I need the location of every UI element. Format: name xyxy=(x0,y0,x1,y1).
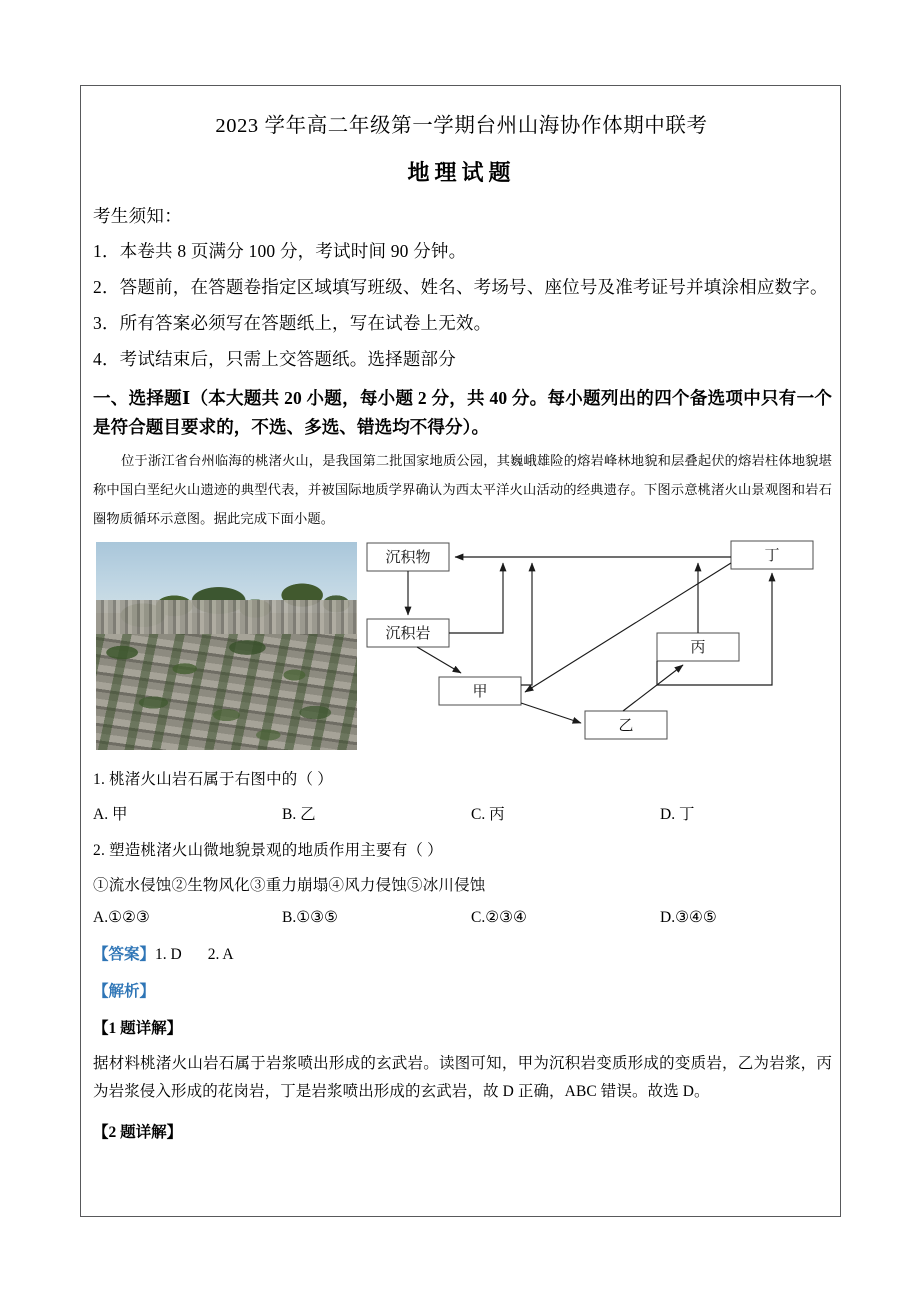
arrow-jia-up xyxy=(521,563,532,685)
question-2-option-c[interactable]: C.②③④ xyxy=(471,909,527,927)
question-1-option-d[interactable]: D. 丁 xyxy=(660,806,695,824)
question-1-stem: 1. 桃渚火山岩石属于右图中的（ ） xyxy=(93,771,333,789)
rock-cycle-diagram xyxy=(357,537,837,753)
arrow-to-ding xyxy=(657,573,772,685)
node-label-jia: 甲 xyxy=(472,684,488,701)
page-subtitle: 地理试题 xyxy=(407,160,516,185)
figure-group xyxy=(91,537,832,753)
answer-tag: 【答案】 xyxy=(93,946,156,964)
question-2-options xyxy=(93,908,832,927)
arrow-jia-to-yi xyxy=(521,703,581,723)
node-label-yi: 乙 xyxy=(618,718,634,735)
arrow-chenjiyan-to-jia xyxy=(417,647,461,673)
node-label-chenjiwu: 沉积物 xyxy=(385,550,431,567)
notice-item-1: 1．本卷共 8 页满分 100 分，考试时间 90 分钟。 xyxy=(93,241,467,261)
detail-2-heading: 【2 题详解】 xyxy=(93,1124,183,1142)
node-label-bing: 丙 xyxy=(690,640,706,657)
page-content xyxy=(81,86,840,1216)
analysis-tag: 【解析】 xyxy=(93,983,156,1001)
question-1-options xyxy=(93,802,832,824)
photo-vegetation xyxy=(96,625,357,750)
question-2-option-d[interactable]: D.③④⑤ xyxy=(660,909,717,927)
section-heading: 一、选择题Ⅰ（本大题共 20 小题，每小题 2 分，共 40 分。每小题列出的四个备选项中只有一个是符合题目要求的，不选、多选、错选均不得分）。 xyxy=(93,388,832,437)
answer-line xyxy=(93,942,832,964)
question-1-option-b[interactable]: B. 乙 xyxy=(282,806,316,824)
notice-item-4: 4．考试结束后，只需上交答题纸。选择题部分 xyxy=(93,348,456,369)
passage-text: 位于浙江省台州临海的桃渚火山，是我国第二批国家地质公园，其巍峨雄险的熔岩峰林地貌和层叠起伏的熔岩柱体地貌堪称中国白垩纪火山遗迹的典型代表，并被国际地质学界确认为西太平洋火山活动的经典遗存。下图示意桃渚火山景观图和岩石圈物质循环示意图。据此完成下面小题。 xyxy=(93,453,832,526)
detail-1-heading: 【1 题详解】 xyxy=(93,1020,183,1038)
question-2-sublist: ①流水侵蚀②生物风化③重力崩塌④风力侵蚀⑤冰川侵蚀 xyxy=(93,877,486,895)
answer-item-1: 1. D xyxy=(155,946,182,964)
answer-item-2: 2. A xyxy=(207,946,234,964)
node-label-ding: 丁 xyxy=(764,548,780,565)
question-2-option-a[interactable]: A.①②③ xyxy=(93,909,150,927)
notice-item-3: 3．所有答案必须写在答题纸上，写在试卷上无效。 xyxy=(93,312,492,333)
page-title: 2023 学年高二年级第一学期台州山海协作体期中联考 xyxy=(215,115,708,137)
volcano-landscape-photo xyxy=(96,542,357,750)
arrow-chenjiyan-up xyxy=(449,563,503,633)
question-1-option-c[interactable]: C. 丙 xyxy=(471,806,505,824)
question-2-option-b[interactable]: B.①③⑤ xyxy=(282,909,338,927)
arrow-yi-to-bing xyxy=(623,665,683,711)
notice-heading: 考生须知： xyxy=(93,206,182,226)
node-label-chenjiyan: 沉积岩 xyxy=(385,626,431,643)
detail-1-text: 据材料桃渚火山岩石属于岩浆喷出形成的玄武岩。读图可知，甲为沉积岩变质形成的变质岩，乙为岩浆，丙为岩浆侵入形成的花岗岩，丁是岩浆喷出形成的玄武岩，故 D 正确，ABC 错误。故选 D。 xyxy=(93,1055,832,1100)
analysis-line xyxy=(93,979,832,1001)
question-2-stem: 2. 塑造桃渚火山微地貌景观的地质作用主要有（ ） xyxy=(93,842,443,860)
exam-page xyxy=(80,85,841,1217)
question-1-option-a[interactable]: A. 甲 xyxy=(93,806,128,824)
notice-item-2: 2．答题前，在答题卷指定区域填写班级、姓名、考场号、座位号及准考证号并填涂相应数字。 xyxy=(93,276,828,297)
arrow-ding-to-jia xyxy=(525,563,731,692)
